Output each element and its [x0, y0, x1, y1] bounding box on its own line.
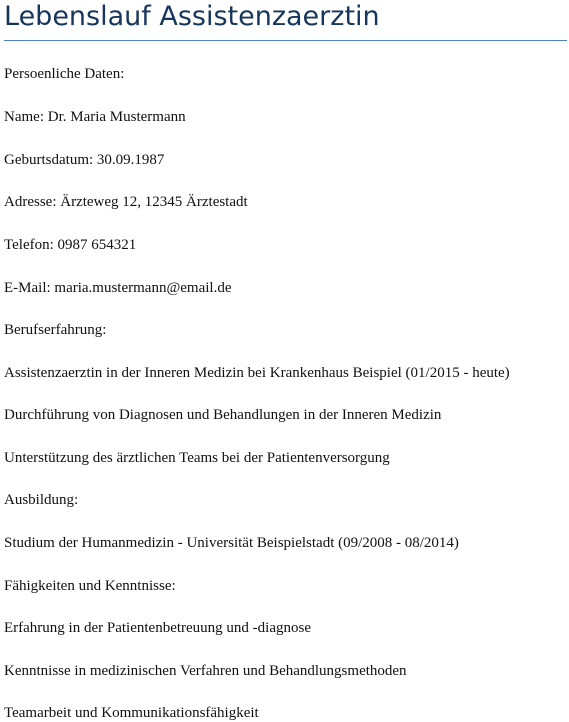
skill-teamwork: Teamarbeit und Kommunikationsfähigkeit	[4, 705, 259, 721]
section-heading-experience: Berufserfahrung:	[4, 322, 107, 338]
personal-email: E-Mail: maria.mustermann@email.de	[4, 280, 232, 296]
skill-patient-care: Erfahrung in der Patientenbetreuung und -diagnose	[4, 620, 311, 636]
personal-address: Adresse: Ärzteweg 12, 12345 Ärztestadt	[4, 194, 248, 210]
personal-birthdate: Geburtsdatum: 30.09.1987	[4, 152, 165, 168]
document-title: Lebenslauf Assistenzaerztin	[4, 1, 380, 32]
title-underline	[4, 40, 567, 41]
experience-duty-diagnoses: Durchführung von Diagnosen und Behandlungen in der Inneren Medizin	[4, 407, 442, 423]
section-heading-education: Ausbildung:	[4, 492, 79, 508]
experience-position: Assistenzaerztin in der Inneren Medizin bei Krankenhaus Beispiel (01/2015 - heute)	[4, 365, 510, 381]
section-heading-personal-data: Persoenliche Daten:	[4, 66, 125, 82]
section-heading-skills: Fähigkeiten und Kenntnisse:	[4, 578, 176, 594]
personal-phone: Telefon: 0987 654321	[4, 237, 137, 253]
experience-duty-team-support: Unterstützung des ärztlichen Teams bei der Patientenversorgung	[4, 450, 390, 466]
personal-name: Name: Dr. Maria Mustermann	[4, 109, 186, 125]
education-degree: Studium der Humanmedizin - Universität Beispielstadt (09/2008 - 08/2014)	[4, 535, 459, 551]
skill-medical-procedures: Kenntnisse in medizinischen Verfahren und Behandlungsmethoden	[4, 663, 407, 679]
